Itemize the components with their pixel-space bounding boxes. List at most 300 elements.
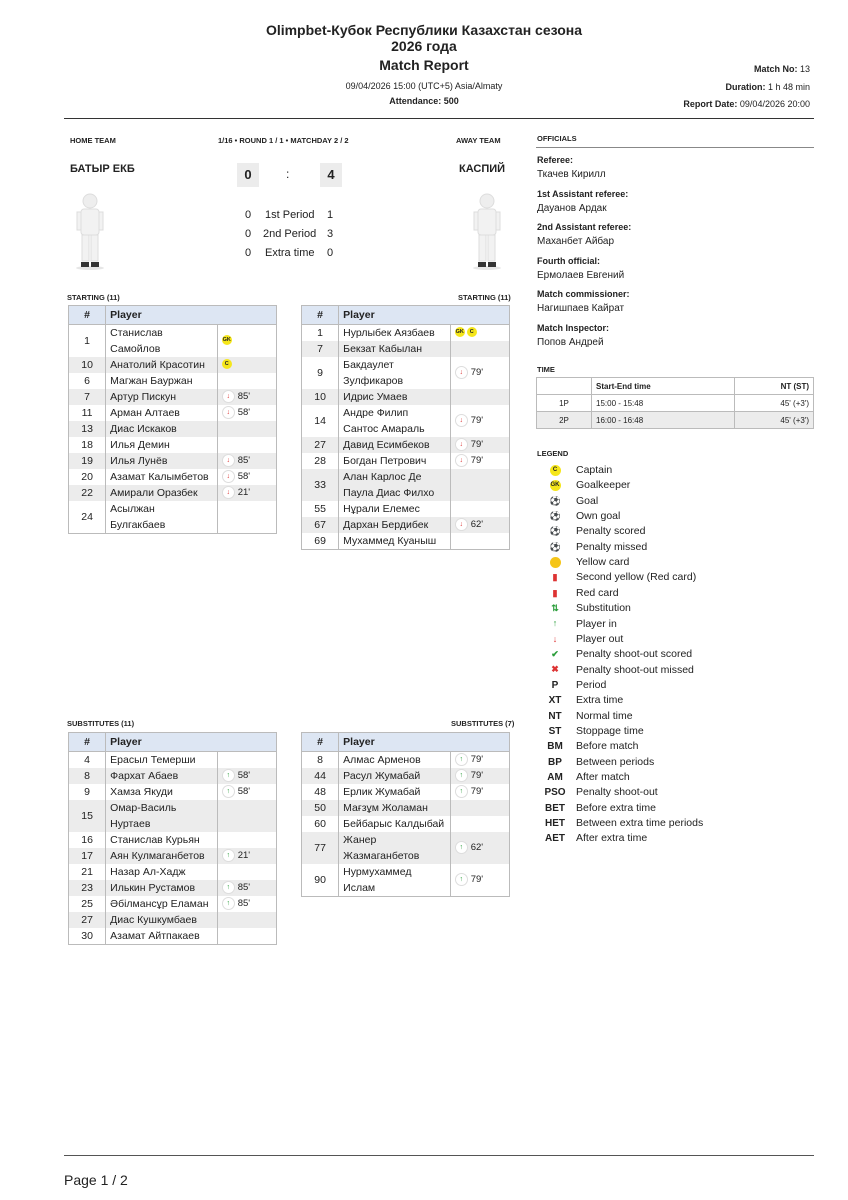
match-number-value: 13 [799, 64, 810, 74]
legend-symbol: AET [545, 833, 565, 845]
player-out-icon: ↓ [222, 406, 235, 419]
player-name: Азамат Айтпакаев [106, 928, 218, 945]
away-team-label: AWAY TEAM [456, 136, 501, 145]
footer-divider [64, 1155, 814, 1156]
shirt-number: 8 [302, 752, 339, 769]
score-separator: : [286, 167, 290, 181]
captain-icon: C [550, 465, 561, 476]
legend-label: Second yellow (Red card) [576, 571, 697, 584]
shirt-number: 8 [69, 768, 106, 784]
shirt-number: 48 [302, 784, 339, 800]
away-team-name: КАСПИЙ [459, 163, 506, 175]
legend-item [540, 478, 630, 493]
legend-symbol [540, 617, 570, 632]
player-row [302, 832, 510, 864]
player-name: Диас Кушкумбаев [106, 912, 218, 928]
player-name: Ерасыл Темерши [106, 752, 218, 769]
legend-symbol: P [551, 679, 559, 691]
time-nt: 45' (+3') [735, 395, 814, 412]
legend-symbol [540, 540, 570, 555]
official-name: Маханбет Айбар [537, 236, 615, 247]
legend-label: Substitution [576, 602, 631, 615]
time-range: 15:00 - 15:48 [592, 395, 735, 412]
time-period: 2P [537, 412, 592, 429]
match-number-label: Match No: [753, 64, 798, 74]
shirt-number: 25 [69, 896, 106, 912]
legend-item [540, 770, 630, 785]
player-events [450, 800, 509, 816]
player-events [217, 405, 276, 421]
player-in-icon: ↑ [222, 769, 235, 782]
player-row [302, 752, 510, 769]
player-name: Илья Демин [106, 437, 218, 453]
player-events [217, 485, 276, 501]
time-heading: TIME [537, 365, 555, 374]
legend-item [540, 647, 692, 662]
player-name: Фархат Абаев [106, 768, 218, 784]
shirt-number: 21 [69, 864, 106, 880]
period-label: Extra time [265, 247, 315, 259]
player-row [69, 325, 277, 358]
player-events [450, 357, 509, 389]
shirt-number: 23 [69, 880, 106, 896]
legend-item [540, 617, 617, 632]
event-minute: 79' [470, 786, 484, 797]
player-events [217, 453, 276, 469]
player-name: Асылжан Булгакбаев [106, 501, 218, 534]
shirt-number: 60 [302, 816, 339, 832]
player-name: Магжан Бауржан [106, 373, 218, 389]
player-name: Андре Филип Сантос Амараль [339, 405, 451, 437]
shirt-number: 28 [302, 453, 339, 469]
column-header-player: Player [339, 306, 510, 325]
shirt-number: 7 [69, 389, 106, 405]
time-period: 1P [537, 395, 592, 412]
legend-label: Goal [576, 494, 599, 507]
player-events [217, 880, 276, 896]
player-name: Алан Карлос Де Паула Диас Филхо [339, 469, 451, 501]
match-number [754, 64, 810, 74]
official-name: Ткачев Кирилл [537, 169, 606, 180]
event-minute: 79' [470, 439, 484, 450]
player-name: Омар-Василь Нуртаев [106, 800, 218, 832]
away-starting-label: STARTING (11) [458, 293, 511, 302]
time-nt: 45' (+3') [735, 412, 814, 429]
time-range: 16:00 - 16:48 [592, 412, 735, 429]
time-col-period [537, 378, 592, 395]
legend-label: Player out [576, 632, 624, 645]
player-name: Богдан Петрович [339, 453, 451, 469]
legend-label: Red card [576, 586, 619, 599]
table-header-row [69, 306, 277, 325]
player-name: Әбілмансұр Еламан [106, 896, 218, 912]
legend-item [540, 693, 623, 708]
player-events [217, 864, 276, 880]
legend-item [540, 509, 620, 524]
period-label: 1st Period [265, 209, 315, 221]
player-row [69, 928, 277, 945]
player-in-icon: ↑ [455, 873, 468, 886]
away-starting-table [301, 305, 510, 550]
player-row [69, 912, 277, 928]
legend-item [540, 709, 633, 724]
player-name: Азамат Калымбетов [106, 469, 218, 485]
official-role: Fourth official: [537, 255, 600, 266]
player-name: Идрис Умаев [339, 389, 451, 405]
legend-symbol [540, 524, 570, 539]
event-minute: 85' [237, 882, 251, 893]
player-row [69, 768, 277, 784]
player-row [69, 896, 277, 912]
legend-symbol: ST [548, 725, 562, 737]
player-events [450, 437, 509, 453]
column-header-player: Player [339, 733, 510, 752]
player-name: Расул Жумабай [339, 768, 451, 784]
match-datetime: 09/04/2026 15:00 (UTC+5) Asia/Almaty [345, 81, 503, 91]
player-row [69, 357, 277, 373]
legend-item [540, 601, 631, 616]
shirt-number: 50 [302, 800, 339, 816]
player-name: Бекзат Кабылан [339, 341, 451, 357]
player-name: Илькин Рустамов [106, 880, 218, 896]
player-in-icon: ↑ [222, 785, 235, 798]
official-role: Match Inspector: [537, 322, 610, 333]
player-events [450, 832, 509, 864]
legend-label: Normal time [576, 709, 633, 722]
player-row [302, 405, 510, 437]
legend-symbol [540, 586, 570, 601]
player-events [450, 533, 509, 550]
legend-symbol: NT [548, 710, 562, 722]
legend-label: Between periods [576, 755, 655, 768]
time-header-row [537, 378, 814, 395]
period-away-score: 1 [327, 209, 334, 221]
match-duration [725, 82, 810, 92]
official-role: Match commissioner: [537, 289, 630, 299]
player-row [69, 864, 277, 880]
table-header-row [69, 733, 277, 752]
period-home-score: 0 [245, 228, 252, 240]
legend-label: Yellow card [576, 556, 630, 569]
player-name: Амирали Оразбек [106, 485, 218, 501]
player-name: Станислав Самойлов [106, 325, 218, 358]
legend-label: After match [576, 771, 630, 783]
shirt-number: 1 [69, 325, 106, 358]
player-in-icon: ↑ [455, 753, 468, 766]
column-header-player: Player [106, 306, 277, 325]
official-role: Referee: [537, 155, 574, 165]
legend-label: Penalty missed [576, 540, 648, 553]
legend-symbol [540, 663, 570, 678]
away-score: 4 [320, 163, 342, 187]
legend-item [540, 586, 619, 601]
event-minute: 79' [470, 455, 484, 466]
shirt-number: 11 [69, 405, 106, 421]
legend-symbol: XT [548, 695, 562, 707]
legend-label: Own goal [576, 510, 621, 523]
event-minute: 62' [470, 842, 484, 853]
legend-label: Between extra time periods [576, 817, 704, 830]
event-minute: 79' [470, 874, 484, 885]
player-out-icon: ↓ [455, 518, 468, 531]
shirt-number: 16 [69, 832, 106, 848]
official-name: Дауанов Ардак [537, 202, 607, 214]
goal-icon: ⚽ [549, 495, 561, 506]
shirt-number: 14 [302, 405, 339, 437]
legend-symbol: BM [547, 741, 563, 753]
header-divider [64, 118, 814, 119]
player-events [450, 325, 509, 342]
player-name: Мухаммед Куаныш [339, 533, 451, 550]
player-out-icon: ↓ [222, 486, 235, 499]
player-events [217, 469, 276, 485]
player-events [450, 768, 509, 784]
player-row [302, 864, 510, 897]
duration-label: Duration: [725, 82, 766, 92]
shirt-number: 18 [69, 437, 106, 453]
official-role: 1st Assistant referee: [537, 188, 629, 199]
legend-label: Penalty shoot-out [576, 786, 658, 799]
time-col-nt: NT (ST) [735, 378, 814, 395]
shirt-number: 55 [302, 501, 339, 517]
player-events [450, 517, 509, 533]
away-subs-label: SUBSTITUTES (7) [451, 719, 515, 728]
player-row [69, 848, 277, 864]
event-minute: 79' [470, 754, 484, 765]
player-row [69, 373, 277, 389]
player-events [450, 752, 509, 769]
player-row [69, 784, 277, 800]
report-title: Match Report [379, 57, 469, 73]
official-name: Ермолаев Евгений [537, 269, 625, 281]
event-minute: 85' [237, 455, 251, 466]
player-row [69, 800, 277, 832]
event-minute: 79' [470, 415, 484, 426]
home-team-label: HOME TEAM [70, 136, 116, 145]
event-minute: 85' [237, 391, 251, 402]
player-row [302, 453, 510, 469]
column-header-player: Player [106, 733, 277, 752]
shirt-number: 24 [69, 501, 106, 534]
player-events [217, 832, 276, 848]
shirt-number: 10 [302, 389, 339, 405]
player-events [217, 912, 276, 928]
player-out-icon: ↓ [222, 390, 235, 403]
player-events [450, 341, 509, 357]
event-minute: 58' [237, 471, 251, 482]
period-home-score: 0 [245, 209, 252, 221]
player-name: Ерлик Жумабай [339, 784, 451, 800]
legend-item [540, 801, 656, 816]
player-row [302, 533, 510, 550]
player-out-icon: ↓ [222, 470, 235, 483]
round-info: 1/16 • ROUND 1 / 1 • MATCHDAY 2 / 2 [218, 136, 349, 145]
player-name: Нұрали Елемес [339, 501, 451, 517]
player-name: Мағзұм Жоламан [339, 800, 451, 816]
time-col-start-end: Start-End time [592, 378, 735, 395]
legend-item [540, 524, 645, 539]
table-header-row [302, 306, 510, 325]
own-goal-icon: ⚽ [549, 510, 561, 521]
event-minute: 58' [237, 786, 251, 797]
legend-item [540, 816, 703, 831]
player-row [69, 453, 277, 469]
shirt-number: 15 [69, 800, 106, 832]
player-in-icon: ↑ [455, 841, 468, 854]
away-subs-table [301, 732, 510, 897]
legend-item [540, 540, 647, 555]
time-table [536, 377, 814, 429]
player-events [450, 469, 509, 501]
legend-label: Penalty shoot-out scored [576, 648, 693, 661]
player-in-icon: ↑ [455, 769, 468, 782]
penalty-missed-icon: ⚽ [549, 541, 561, 552]
legend-symbol: AM [547, 772, 563, 783]
player-row [69, 485, 277, 501]
player-name: Бейбарыс Калдыбай [339, 816, 451, 832]
home-starting-table [68, 305, 277, 534]
column-header-number: # [69, 733, 106, 752]
shirt-number: 17 [69, 848, 106, 864]
page-number: Page 1 / 2 [64, 1172, 128, 1188]
officials-heading: OFFICIALS [537, 134, 577, 143]
shirt-number: 90 [302, 864, 339, 897]
player-row [69, 389, 277, 405]
legend-symbol [540, 463, 570, 478]
home-team-name: БАТЫР ЕКБ [70, 163, 135, 175]
column-header-number: # [69, 306, 106, 325]
legend-item [540, 739, 638, 754]
shirt-number: 20 [69, 469, 106, 485]
legend-label: Player in [576, 617, 617, 630]
event-minute: 21' [237, 850, 251, 861]
shirt-number: 1 [302, 325, 339, 342]
player-row [69, 437, 277, 453]
player-events [217, 373, 276, 389]
legend-label: Penalty shoot-out missed [576, 663, 694, 676]
event-minute: 58' [237, 407, 251, 418]
legend-label: Extra time [576, 694, 624, 707]
red-card-icon: ▮ [550, 588, 561, 599]
home-subs-table [68, 732, 277, 945]
period-away-score: 3 [327, 228, 334, 240]
legend-symbol [540, 632, 570, 647]
player-events [217, 768, 276, 784]
player-events [217, 784, 276, 800]
player-events [450, 864, 509, 897]
player-events [450, 784, 509, 800]
player-events [217, 800, 276, 832]
player-row [302, 325, 510, 342]
goalkeeper-icon: GK [550, 480, 561, 491]
officials-divider [536, 147, 814, 148]
player-row [69, 880, 277, 896]
shootout-scored-icon: ✔ [551, 649, 559, 660]
player-out-icon: ↓ [222, 454, 235, 467]
home-kit-icon [70, 192, 110, 270]
shirt-number: 9 [302, 357, 339, 389]
player-events [217, 752, 276, 769]
player-name: Станислав Курьян [106, 832, 218, 848]
player-row [302, 517, 510, 533]
home-starting-label: STARTING (11) [67, 293, 120, 302]
player-row [302, 389, 510, 405]
shirt-number: 9 [69, 784, 106, 800]
player-row [302, 768, 510, 784]
yellow-card-icon: ▮ [550, 557, 561, 568]
report-date [683, 99, 810, 109]
event-minute: 58' [237, 770, 251, 781]
player-out-icon: ↓ [455, 414, 468, 427]
player-events [217, 357, 276, 373]
time-row [537, 412, 814, 429]
player-events [450, 501, 509, 517]
legend-symbol [540, 509, 570, 524]
player-name: Назар Ал-Хадж [106, 864, 218, 880]
player-row [302, 816, 510, 832]
legend-label: Goalkeeper [576, 479, 631, 492]
player-name: Илья Лунёв [106, 453, 218, 469]
shirt-number: 6 [69, 373, 106, 389]
player-name: Анатолий Красотин [106, 357, 218, 373]
event-minute: 21' [237, 487, 251, 498]
captain-icon: C [222, 359, 232, 369]
player-name: Артур Пискун [106, 389, 218, 405]
player-row [302, 800, 510, 816]
player-events [450, 816, 509, 832]
legend-item [540, 494, 598, 509]
shirt-number: 22 [69, 485, 106, 501]
legend-item [540, 785, 658, 800]
player-events [217, 437, 276, 453]
player-out-icon: ↓ [455, 454, 468, 467]
official-role: 2nd Assistant referee: [537, 222, 632, 232]
legend-item [540, 724, 644, 739]
report-date-label: Report Date: [683, 99, 738, 109]
legend-item [540, 663, 694, 678]
player-row [302, 469, 510, 501]
player-events [217, 848, 276, 864]
legend-item [540, 632, 623, 647]
legend-label: Stoppage time [576, 724, 644, 737]
legend-heading: LEGEND [537, 449, 569, 458]
player-out-icon: ↓ [455, 366, 468, 379]
legend-label: Period [576, 678, 607, 691]
player-name: Диас Искаков [106, 421, 218, 437]
player-name: Жанер Жазмаганбетов [339, 832, 451, 864]
player-in-icon: ↑ [222, 897, 235, 910]
legend-symbol: HET [545, 818, 565, 830]
legend-item [540, 755, 654, 770]
player-row [69, 501, 277, 534]
shirt-number: 19 [69, 453, 106, 469]
legend-item [540, 831, 647, 846]
event-minute: 79' [470, 367, 484, 378]
player-row [69, 421, 277, 437]
substitution-icon: ⇅ [551, 603, 559, 613]
shirt-number: 33 [302, 469, 339, 501]
player-row [302, 437, 510, 453]
player-name: Алмас Арменов [339, 752, 451, 769]
legend-symbol [540, 647, 570, 662]
attendance: Attendance: 500 [389, 96, 459, 106]
column-header-number: # [302, 733, 339, 752]
time-row [537, 395, 814, 412]
legend-label: After extra time [576, 832, 648, 845]
legend-symbol [540, 494, 570, 509]
competition-season: 2026 года [391, 38, 457, 54]
shirt-number: 10 [69, 357, 106, 373]
